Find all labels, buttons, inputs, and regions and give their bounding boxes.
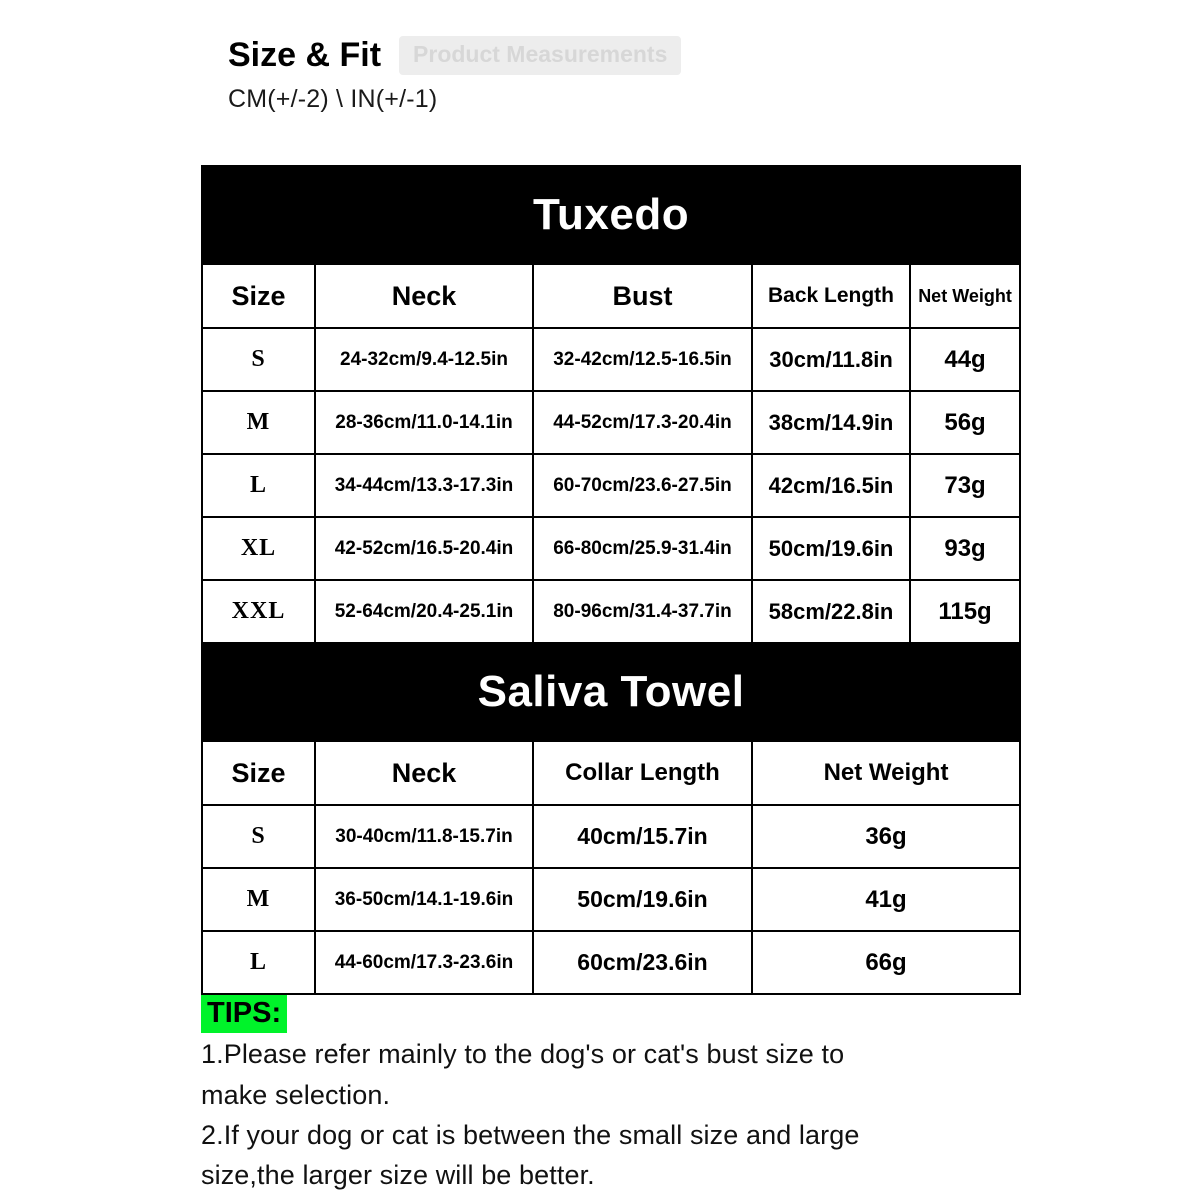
- measurement-tables: [201, 165, 1019, 995]
- tips-line-1b: make selection.: [201, 1079, 391, 1110]
- tuxedo-row0-bust: 32-42cm/12.5-16.5in: [533, 328, 752, 391]
- saliva-col-collar-length: Collar Length: [533, 741, 752, 805]
- tuxedo-row1-bust: 44-52cm/17.3-20.4in: [533, 391, 752, 454]
- tuxedo-row4-back: 58cm/22.8in: [752, 580, 910, 643]
- tuxedo-row0-weight: 44g: [910, 328, 1020, 391]
- table-row: [202, 931, 1020, 994]
- tuxedo-col-bust: Bust: [533, 264, 752, 328]
- tips-line-2b: size,the larger size will be better.: [201, 1160, 595, 1191]
- tuxedo-row1-size: M: [202, 391, 315, 454]
- table-row: [202, 391, 1020, 454]
- table-row: [202, 805, 1020, 868]
- saliva-row2-neck: 44-60cm/17.3-23.6in: [315, 931, 533, 994]
- tips-label-wrap: [201, 995, 1031, 1033]
- tuxedo-row0-size: S: [202, 328, 315, 391]
- saliva-towel-banner-row: [202, 643, 1020, 741]
- tuxedo-header-row: [202, 264, 1020, 328]
- tuxedo-col-neck: Neck: [315, 264, 533, 328]
- tips-line-2a: 2.If your dog or cat is between the small size and large: [201, 1119, 860, 1150]
- saliva-col-net-weight: Net Weight: [752, 741, 1020, 805]
- table-row: [202, 517, 1020, 580]
- table-row: [202, 454, 1020, 517]
- table-row: [202, 328, 1020, 391]
- tuxedo-row1-weight: 56g: [910, 391, 1020, 454]
- tuxedo-row2-weight: 73g: [910, 454, 1020, 517]
- saliva-row1-weight: 41g: [752, 868, 1020, 931]
- header: [228, 36, 988, 114]
- tuxedo-row3-weight: 93g: [910, 517, 1020, 580]
- saliva-row0-collar: 40cm/15.7in: [533, 805, 752, 868]
- tuxedo-row0-back: 30cm/11.8in: [752, 328, 910, 391]
- tuxedo-row4-size: XXL: [202, 580, 315, 643]
- saliva-row2-weight: 66g: [752, 931, 1020, 994]
- saliva-row1-collar: 50cm/19.6in: [533, 868, 752, 931]
- tuxedo-col-back-length: Back Length: [752, 264, 910, 328]
- tuxedo-row2-bust: 60-70cm/23.6-27.5in: [533, 454, 752, 517]
- saliva-towel-table: [201, 642, 1021, 995]
- tips-section: [201, 995, 1031, 1195]
- tuxedo-row0-neck: 24-32cm/9.4-12.5in: [315, 328, 533, 391]
- tuxedo-row3-back: 50cm/19.6in: [752, 517, 910, 580]
- tuxedo-row2-neck: 34-44cm/13.3-17.3in: [315, 454, 533, 517]
- tuxedo-row1-neck: 28-36cm/11.0-14.1in: [315, 391, 533, 454]
- tuxedo-row4-weight: 115g: [910, 580, 1020, 643]
- tuxedo-row3-size: XL: [202, 517, 315, 580]
- saliva-row0-weight: 36g: [752, 805, 1020, 868]
- tuxedo-row3-neck: 42-52cm/16.5-20.4in: [315, 517, 533, 580]
- tuxedo-banner: Tuxedo: [202, 166, 1020, 264]
- tuxedo-row4-neck: 52-64cm/20.4-25.1in: [315, 580, 533, 643]
- tips-line-1a: 1.Please refer mainly to the dog's or cat's bust size to: [201, 1039, 845, 1070]
- tuxedo-col-size: Size: [202, 264, 315, 328]
- saliva-col-neck: Neck: [315, 741, 533, 805]
- tuxedo-row3-bust: 66-80cm/25.9-31.4in: [533, 517, 752, 580]
- tuxedo-banner-row: [202, 166, 1020, 264]
- saliva-towel-header-row: [202, 741, 1020, 805]
- product-measurements-badge: Product Measurements: [399, 36, 681, 75]
- saliva-row1-neck: 36-50cm/14.1-19.6in: [315, 868, 533, 931]
- page-title: Size & Fit: [228, 35, 382, 74]
- tuxedo-row2-back: 42cm/16.5in: [752, 454, 910, 517]
- table-row: [202, 580, 1020, 643]
- tuxedo-row2-size: L: [202, 454, 315, 517]
- saliva-row1-size: M: [202, 868, 315, 931]
- table-row: [202, 868, 1020, 931]
- tuxedo-row1-back: 38cm/14.9in: [752, 391, 910, 454]
- saliva-row0-size: S: [202, 805, 315, 868]
- header-row: [228, 36, 988, 75]
- tuxedo-row4-bust: 80-96cm/31.4-37.7in: [533, 580, 752, 643]
- saliva-row2-collar: 60cm/23.6in: [533, 931, 752, 994]
- tips-label: TIPS:: [201, 995, 287, 1033]
- units-note: CM(+/-2) \ IN(+/-1): [228, 85, 438, 114]
- tuxedo-col-net-weight: Net Weight: [910, 264, 1020, 328]
- saliva-col-size: Size: [202, 741, 315, 805]
- saliva-row2-size: L: [202, 931, 315, 994]
- saliva-towel-banner: Saliva Towel: [202, 643, 1020, 741]
- tuxedo-table: [201, 165, 1021, 644]
- saliva-row0-neck: 30-40cm/11.8-15.7in: [315, 805, 533, 868]
